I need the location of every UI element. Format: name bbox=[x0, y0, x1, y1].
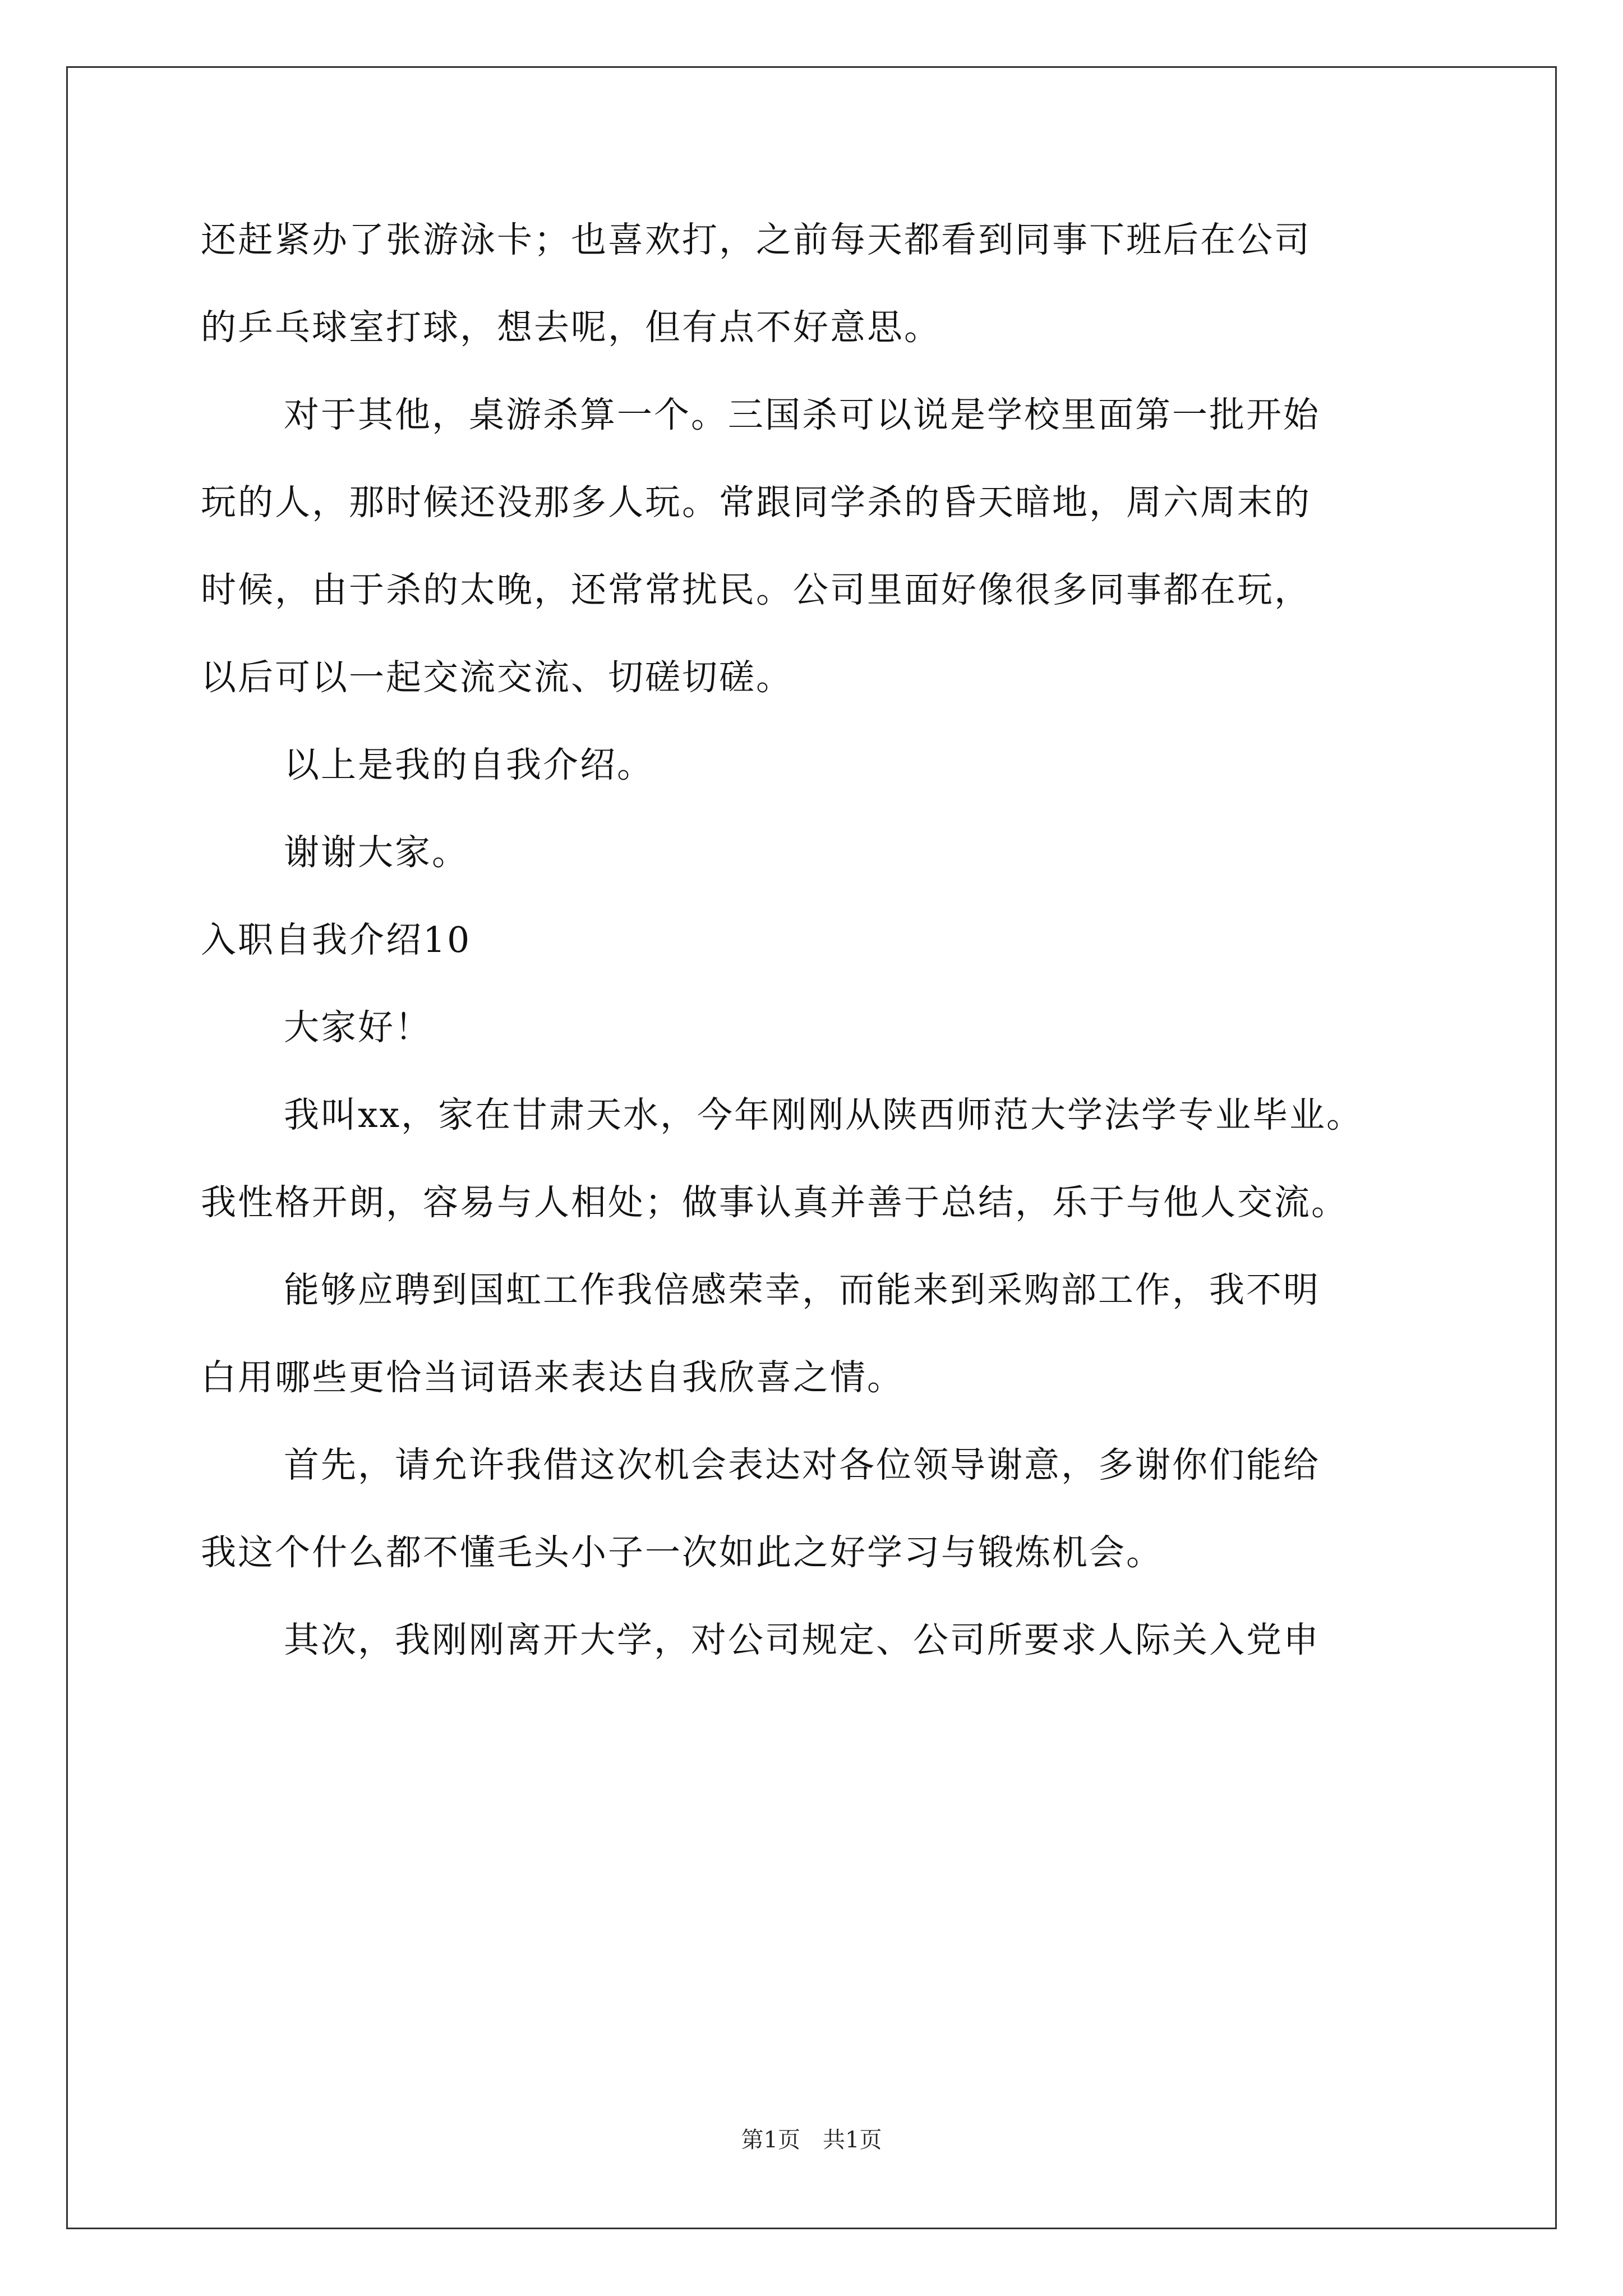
text-line: 的乒乓球室打球，想去呢，但有点不好意思。 bbox=[201, 307, 941, 348]
text-line: 对于其他，桌游杀算一个。三国杀可以说是学校里面第一批开始 bbox=[284, 394, 1320, 435]
text-line: 时候，由于杀的太晚，还常常扰民。公司里面好像很多同事都在玩， bbox=[201, 569, 1311, 610]
text-line: 能够应聘到国虹工作我倍感荣幸，而能来到采购部工作，我不明 bbox=[284, 1269, 1320, 1310]
page-footer bbox=[0, 2126, 1623, 2154]
page-total: 共1页 bbox=[823, 2127, 882, 2153]
text-line: 其次，我刚刚离开大学，对公司规定、公司所要求人际关入党申 bbox=[284, 1619, 1320, 1660]
text-line: 大家好！ bbox=[284, 1007, 432, 1048]
page-number: 第1页 bbox=[741, 2127, 800, 2153]
text-line: 白用哪些更恰当词语来表达自我欣喜之情。 bbox=[201, 1357, 904, 1398]
text-line: 以上是我的自我介绍。 bbox=[284, 744, 654, 785]
text-line: 我叫xx，家在甘肃天水，今年刚刚从陕西师范大学法学专业毕业。 bbox=[284, 1094, 1364, 1135]
text-line: 我这个什么都不懂毛头小子一次如此之好学习与锻炼机会。 bbox=[201, 1532, 1163, 1573]
text-line: 玩的人，那时候还没那多人玩。常跟同学杀的昏天暗地，周六周末的 bbox=[201, 482, 1311, 523]
text-line: 我性格开朗，容易与人相处；做事认真并善于总结，乐于与他人交流。 bbox=[201, 1182, 1348, 1223]
text-line: 以后可以一起交流交流、切磋切磋。 bbox=[201, 657, 793, 698]
page-border bbox=[66, 66, 1557, 2229]
text-line: 首先，请允许我借这次机会表达对各位领导谢意，多谢你们能给 bbox=[284, 1444, 1320, 1485]
section-heading: 入职自我介绍10 bbox=[201, 919, 472, 960]
text-line: 还赶紧办了张游泳卡；也喜欢打，之前每天都看到同事下班后在公司 bbox=[201, 219, 1311, 260]
text-line: 谢谢大家。 bbox=[284, 832, 469, 873]
